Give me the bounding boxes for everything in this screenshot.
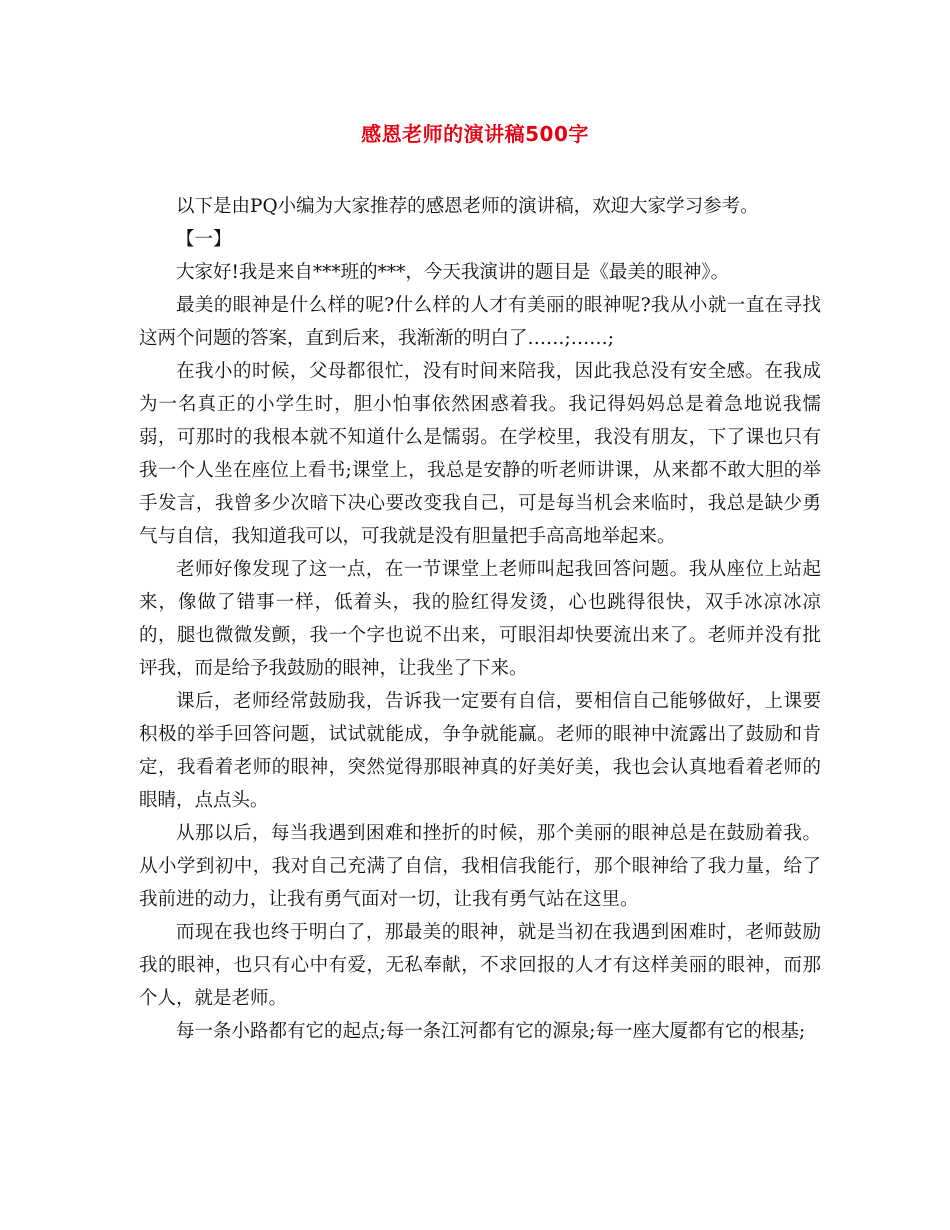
section-heading-one: 【一】 <box>176 229 232 250</box>
page-title: 感恩老师的演讲稿500字 <box>361 122 589 146</box>
paragraph-intro: 以下是由PQ小编为大家推荐的感恩老师的演讲稿，欢迎大家学习参考。 <box>176 196 759 217</box>
document-body <box>139 190 821 1048</box>
paragraph: 最美的眼神是什么样的呢?什么样的人才有美丽的眼神呢?我从小就一直在寻找这两个问题的答案，直到后来，我渐渐的明白了……;……; <box>139 295 821 349</box>
paragraph: 从那以后，每当我遇到困难和挫折的时候，那个美丽的眼神总是在鼓励着我。从小学到初中，我对自己充满了自信，我相信我能行，那个眼神给了我力量，给了我前进的动力，让我有勇气面对一切，让我有勇气站在这里。 <box>139 823 821 910</box>
paragraph: 老师好像发现了这一点，在一节课堂上老师叫起我回答问题。我从座位上站起来，像做了错事一样，低着头，我的脸红得发烫，心也跳得很快，双手冰凉冰凉的，腿也微微发颤，我一个字也说不出来，可眼泪却快要流出来了。老师并没有批评我，而是给予我鼓励的眼神，让我坐了下来。 <box>139 559 821 679</box>
paragraph: 而现在我也终于明白了，那最美的眼神，就是当初在我遇到困难时，老师鼓励我的眼神，也只有心中有爱，无私奉献，不求回报的人才有这样美丽的眼神，而那个人，就是老师。 <box>139 922 821 1009</box>
paragraph-greeting: 大家好!我是来自***班的***，今天我演讲的题目是《最美的眼神》。 <box>176 262 730 283</box>
paragraph: 在我小的时候，父母都很忙，没有时间来陪我，因此我总没有安全感。在我成为一名真正的小学生时，胆小怕事依然困惑着我。我记得妈妈总是着急地说我懦弱，可那时的我根本就不知道什么是懦弱。在学校里，我没有朋友，下了课也只有我一个人坐在座位上看书;课堂上，我总是安静的听老师讲课，从来都不敢大胆的举手发言，我曾多少次暗下决心要改变我自己，可是每当机会来临时，我总是缺少勇气与自信，我知道我可以，可我就是没有胆量把手高高地举起来。 <box>139 361 821 547</box>
paragraph: 课后，老师经常鼓励我，告诉我一定要有自信，要相信自己能够做好，上课要积极的举手回答问题，试试就能成，争争就能赢。老师的眼神中流露出了鼓励和肯定，我看着老师的眼神，突然觉得那眼神真的好美好美，我也会认真地看着老师的眼睛，点点头。 <box>139 691 821 811</box>
paragraph: 每一条小路都有它的起点;每一条江河都有它的源泉;每一座大厦都有它的根基; <box>176 1021 806 1042</box>
